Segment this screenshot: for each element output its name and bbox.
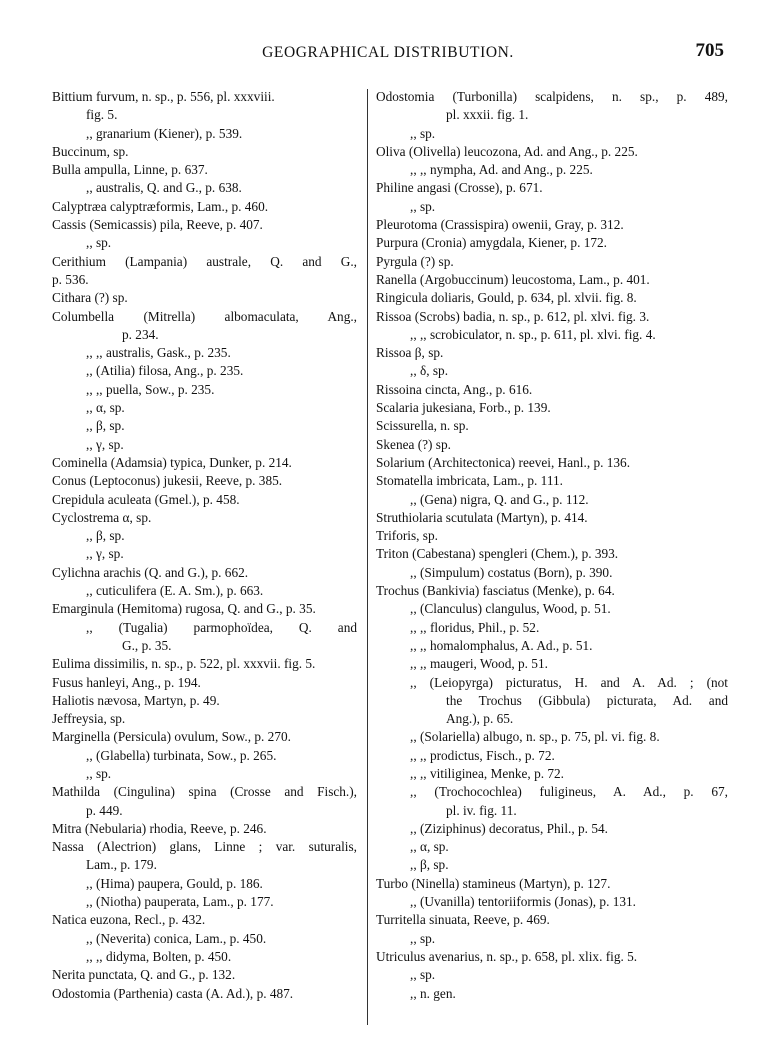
right-column-entry: ,, (Ziziphinus) decoratus, Phil., p. 54. xyxy=(410,820,608,836)
right-column-entry: Utriculus avenarius, n. sp., p. 658, pl. xlix. fig. 5. xyxy=(376,948,638,964)
left-column-entry: Calyptræa calyptræformis, Lam., p. 460. xyxy=(52,198,269,214)
right-column-entry: Stomatella imbricata, Lam., p. 111. xyxy=(376,473,563,489)
right-column-entry: Scissurella, n. sp. xyxy=(376,418,469,434)
right-column-entry: Rissoa (Scrobs) badia, n. sp., p. 612, pl. xlvi. fig. 3. xyxy=(376,308,650,324)
left-column-entry: ,, ,, australis, Gask., p. 235. xyxy=(86,345,231,361)
left-column-entry: Cerithium (Lampania) australe, Q. and G., xyxy=(52,253,357,269)
left-column-entry: ,, ,, didyma, Bolten, p. 450. xyxy=(86,948,232,964)
right-column-entry: Skenea (?) sp. xyxy=(376,436,451,452)
left-column-entry: p. 536. xyxy=(52,271,89,287)
left-column-entry: Mitra (Nebularia) rhodia, Reeve, p. 246. xyxy=(52,820,267,836)
left-column-entry: Haliotis nævosa, Martyn, p. 49. xyxy=(52,692,220,708)
right-column-entry: Scalaria jukesiana, Forb., p. 139. xyxy=(376,400,551,416)
right-column-entry: ,, (Simpulum) costatus (Born), p. 390. xyxy=(410,564,613,580)
right-column-entry: ,, sp. xyxy=(410,967,436,983)
right-column-entry: ,, ,, floridus, Phil., p. 52. xyxy=(410,619,540,635)
left-column-entry: Columbella (Mitrella) albomaculata, Ang., xyxy=(52,308,357,324)
left-column-entry: ,, (Tugalia) parmophoïdea, Q. and xyxy=(86,619,357,635)
right-column-entry: Odostomia (Turbonilla) scalpidens, n. sp., p. 489, xyxy=(376,89,728,104)
left-column-entry: Odostomia (Parthenia) casta (A. Ad.), p. 487. xyxy=(52,985,294,1001)
left-column-entry: Marginella (Persicula) ovulum, Sow., p. 270. xyxy=(52,729,291,745)
page-number: 705 xyxy=(695,40,724,61)
left-column-entry: Buccinum, sp. xyxy=(52,143,129,159)
right-column-entry: ,, ,, prodictus, Fisch., p. 72. xyxy=(410,747,555,763)
right-column-entry: ,, sp. xyxy=(410,930,436,946)
right-column-entry: ,, δ, sp. xyxy=(410,363,449,379)
right-column-entry: Pleurotoma (Crassispira) owenii, Gray, p. 312. xyxy=(376,217,624,233)
right-column-entry: ,, (Solariella) albugo, n. sp., p. 75, pl. vi. fig. 8. xyxy=(410,729,660,745)
column-divider xyxy=(367,89,368,1025)
left-column-entry: ,, (Neverita) conica, Lam., p. 450. xyxy=(86,930,267,946)
right-column-entry: ,, (Gena) nigra, Q. and G., p. 112. xyxy=(410,491,589,507)
right-column-entry: Ringicula doliaris, Gould, p. 634, pl. xlvii. fig. 8. xyxy=(376,290,637,306)
left-column-entry: Eulima dissimilis, n. sp., p. 522, pl. xxxvii. fig. 5. xyxy=(52,656,316,672)
left-column-entry: Fusus hanleyi, Ang., p. 194. xyxy=(52,674,201,690)
right-column-entry: ,, ,, maugeri, Wood, p. 51. xyxy=(410,656,548,672)
right-column-entry: ,, sp. xyxy=(410,125,436,141)
right-column-entry: ,, n. gen. xyxy=(410,985,456,1001)
left-column-entry: ,, sp. xyxy=(86,235,112,251)
left-column-entry: ,, cuticulifera (E. A. Sm.), p. 663. xyxy=(86,583,264,599)
left-column-entry: ,, (Glabella) turbinata, Sow., p. 265. xyxy=(86,747,277,763)
right-column-entry: Purpura (Cronia) amygdala, Kiener, p. 172. xyxy=(376,235,607,251)
left-column-entry: ,, (Hima) paupera, Gould, p. 186. xyxy=(86,875,263,891)
left-column-entry: Emarginula (Hemitoma) rugosa, Q. and G., p. 35. xyxy=(52,601,316,617)
left-column-entry: ,, γ, sp. xyxy=(86,436,124,452)
right-column-entry: the Trochus (Gibbula) picturata, Ad. and xyxy=(446,692,728,708)
right-column-entry: ,, ,, scrobiculator, n. sp., p. 611, pl. xlvi. fig. 4. xyxy=(410,326,656,342)
left-column-entry: ,, γ, sp. xyxy=(86,546,124,562)
right-column-entry: ,, ,, homalomphalus, A. Ad., p. 51. xyxy=(410,637,593,653)
right-column-entry: ,, α, sp. xyxy=(410,839,449,855)
left-column-entry: p. 234. xyxy=(122,326,159,342)
left-column-entry: Conus (Leptoconus) jukesii, Reeve, p. 385. xyxy=(52,473,283,489)
left-column-entry: Bittium furvum, n. sp., p. 556, pl. xxxviii. xyxy=(52,89,275,104)
left-column-entry: fig. 5. xyxy=(86,107,118,123)
left-column-entry: G., p. 35. xyxy=(122,637,172,653)
left-column-entry: Crepidula aculeata (Gmel.), p. 458. xyxy=(52,491,240,507)
right-column-entry: Pyrgula (?) sp. xyxy=(376,253,454,269)
left-column-entry: ,, (Niotha) pauperata, Lam., p. 177. xyxy=(86,894,274,910)
left-column-entry: Natica euzona, Recl., p. 432. xyxy=(52,912,206,928)
left-column-entry: Nassa (Alectrion) glans, Linne ; var. suturalis, xyxy=(52,839,357,855)
right-column-entry: ,, β, sp. xyxy=(410,857,449,873)
right-column-entry: pl. iv. fig. 11. xyxy=(446,802,517,818)
right-column-entry: ,, (Leiopyrga) picturatus, H. and A. Ad. ; (not xyxy=(410,674,728,690)
running-title: GEOGRAPHICAL DISTRIBUTION. xyxy=(262,44,514,61)
left-column-entry: ,, α, sp. xyxy=(86,400,125,416)
right-column-entry: ,, ,, nympha, Ad. and Ang., p. 225. xyxy=(410,162,593,178)
left-column-entry: ,, ,, puella, Sow., p. 235. xyxy=(86,381,215,397)
left-column-entry: ,, β, sp. xyxy=(86,418,125,434)
right-column-entry: ,, (Uvanilla) tentoriiformis (Jonas), p. 131. xyxy=(410,894,637,910)
left-column-entry: Cyclostrema α, sp. xyxy=(52,509,152,525)
right-column-entry: Trochus (Bankivia) fasciatus (Menke), p. 64. xyxy=(376,583,615,599)
left-column-entry: Cithara (?) sp. xyxy=(52,290,128,306)
right-column-entry: Rissoina cincta, Ang., p. 616. xyxy=(376,381,533,397)
left-column-entry: Bulla ampulla, Linne, p. 637. xyxy=(52,162,208,178)
right-column-entry: Triforis, sp. xyxy=(376,528,438,544)
right-column-entry: Turritella sinuata, Reeve, p. 469. xyxy=(376,912,550,928)
left-column-entry: Lam., p. 179. xyxy=(86,857,157,873)
right-column-entry: ,, sp. xyxy=(410,198,436,214)
left-column-entry: Jeffreysia, sp. xyxy=(52,711,126,727)
left-column-entry: ,, (Atilia) filosa, Ang., p. 235. xyxy=(86,363,244,379)
left-column-entry: p. 449. xyxy=(86,802,123,818)
right-column-entry: pl. xxxii. fig. 1. xyxy=(446,107,529,123)
page-header xyxy=(0,36,776,62)
left-column-entry: Nerita punctata, Q. and G., p. 132. xyxy=(52,967,236,983)
right-column-entry: Rissoa β, sp. xyxy=(376,345,444,361)
left-column xyxy=(52,88,357,1003)
right-column-entry: Ranella (Argobuccinum) leucostoma, Lam., p. 401. xyxy=(376,271,650,287)
right-column-entry: ,, ,, vitiliginea, Menke, p. 72. xyxy=(410,765,564,781)
right-column-entry: Solarium (Architectonica) reevei, Hanl., p. 136. xyxy=(376,454,631,470)
right-column-entry: Ang.), p. 65. xyxy=(446,711,514,727)
left-column-entry: ,, australis, Q. and G., p. 638. xyxy=(86,180,242,196)
right-column-entry: Struthiolaria scutulata (Martyn), p. 414. xyxy=(376,509,588,525)
left-column-entry: Cylichna arachis (Q. and G.), p. 662. xyxy=(52,564,249,580)
right-column-entry: Turbo (Ninella) stamineus (Martyn), p. 127. xyxy=(376,875,611,891)
left-column-entry: Cominella (Adamsia) typica, Dunker, p. 214. xyxy=(52,454,292,470)
left-column-entry: ,, sp. xyxy=(86,765,112,781)
left-column-entry: Cassis (Semicassis) pila, Reeve, p. 407. xyxy=(52,217,263,233)
right-column-entry: Oliva (Olivella) leucozona, Ad. and Ang., p. 225. xyxy=(376,143,638,159)
right-column-entry: ,, (Trochocochlea) fuligineus, A. Ad., p. 67, xyxy=(410,784,728,800)
left-column-entry: Mathilda (Cingulina) spina (Crosse and Fisch.), xyxy=(52,784,357,800)
right-column xyxy=(376,88,728,1003)
left-column-entry: ,, granarium (Kiener), p. 539. xyxy=(86,125,243,141)
right-column-entry: Triton (Cabestana) spengleri (Chem.), p. 393. xyxy=(376,546,619,562)
left-column-entry: ,, β, sp. xyxy=(86,528,125,544)
right-column-entry: ,, (Clanculus) clangulus, Wood, p. 51. xyxy=(410,601,611,617)
right-column-entry: Philine angasi (Crosse), p. 671. xyxy=(376,180,543,196)
